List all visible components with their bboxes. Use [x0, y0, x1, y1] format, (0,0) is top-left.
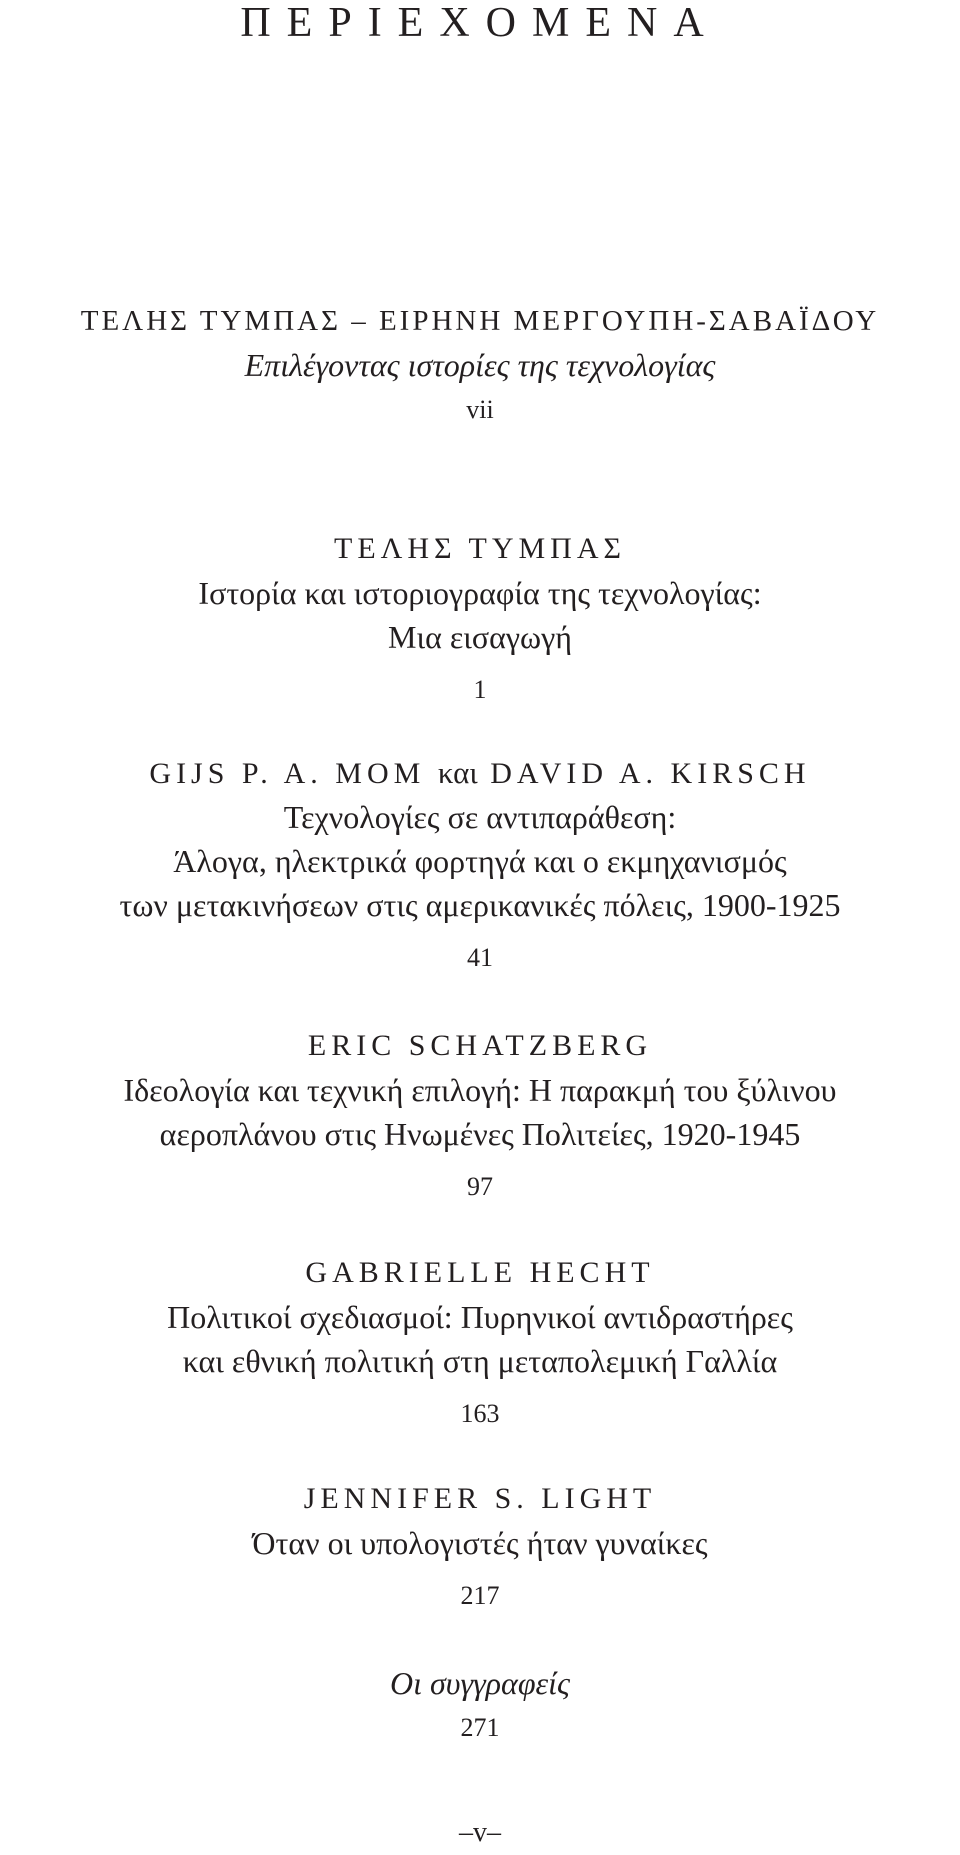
author-conjunction: και	[437, 755, 478, 790]
entry-title: Πολιτικοί σχεδιασμοί: Πυρηνικοί αντιδραστήρες	[167, 1299, 793, 1335]
toc-entry	[0, 1477, 960, 1611]
toc-entry	[0, 527, 960, 705]
toc-entry	[0, 1251, 960, 1429]
entry-title: Άλογα, ηλεκτρικά φορτηγά και ο εκμηχανισμός	[173, 843, 787, 879]
entry-title: Όταν οι υπολογιστές ήταν γυναίκες	[252, 1525, 708, 1561]
entry-title: Τεχνολογίες σε αντιπαράθεση:	[283, 799, 677, 835]
toc-entry	[0, 1024, 960, 1202]
entry-author: GABRIELLE HECHT	[305, 1256, 655, 1289]
entry-page-number: 1	[473, 675, 487, 704]
page-footer-number: –v–	[459, 1817, 501, 1848]
page-title: ΠΕΡΙΕΧΟΜΕΝΑ	[240, 0, 720, 46]
entry-title: Επιλέγοντας ιστορίες της τεχνολογίας	[244, 347, 716, 383]
author-name: GIJS P. A. MOM	[149, 757, 426, 790]
entry-title: Οι συγγραφείς	[389, 1665, 571, 1701]
toc-entry	[0, 299, 960, 425]
entry-title: Ιδεολογία και τεχνική επιλογή: Η παρακμή του ξύλινου	[123, 1072, 837, 1108]
entry-author: ΤΕΛΗΣ ΤΥΜΠΑΣ – ΕΙΡΗΝΗ ΜΕΡΓΟΥΠΗ-ΣΑΒΑΪΔΟΥ	[80, 305, 880, 337]
entry-title: Ιστορία και ιστοριογραφία της τεχνολογίας:	[198, 575, 762, 611]
entry-page-number: vii	[466, 395, 494, 424]
entry-page-number: 217	[460, 1581, 500, 1610]
entry-author: JENNIFER S. LIGHT	[303, 1482, 657, 1515]
entry-author: ERIC SCHATZBERG	[307, 1029, 653, 1062]
entry-title: των μετακινήσεων στις αμερικανικές πόλεις, 1900-1925	[119, 887, 841, 923]
toc-entry	[0, 751, 960, 973]
entry-author: ΤΕΛΗΣ ΤΥΜΠΑΣ	[334, 532, 626, 565]
entry-page-number: 97	[467, 1172, 493, 1201]
entry-page-number: 41	[467, 943, 493, 972]
entry-page-number: 163	[460, 1399, 500, 1428]
entry-title: Μια εισαγωγή	[388, 619, 572, 655]
toc-entry	[0, 1661, 960, 1743]
entry-author	[0, 751, 960, 795]
entry-title: και εθνική πολιτική στη μεταπολεμική Γαλλία	[182, 1343, 778, 1379]
entry-title: αεροπλάνου στις Ηνωμένες Πολιτείες, 1920-1945	[159, 1116, 801, 1152]
entry-page-number: 271	[460, 1713, 500, 1742]
author-name: DAVID A. KIRSCH	[490, 757, 811, 790]
